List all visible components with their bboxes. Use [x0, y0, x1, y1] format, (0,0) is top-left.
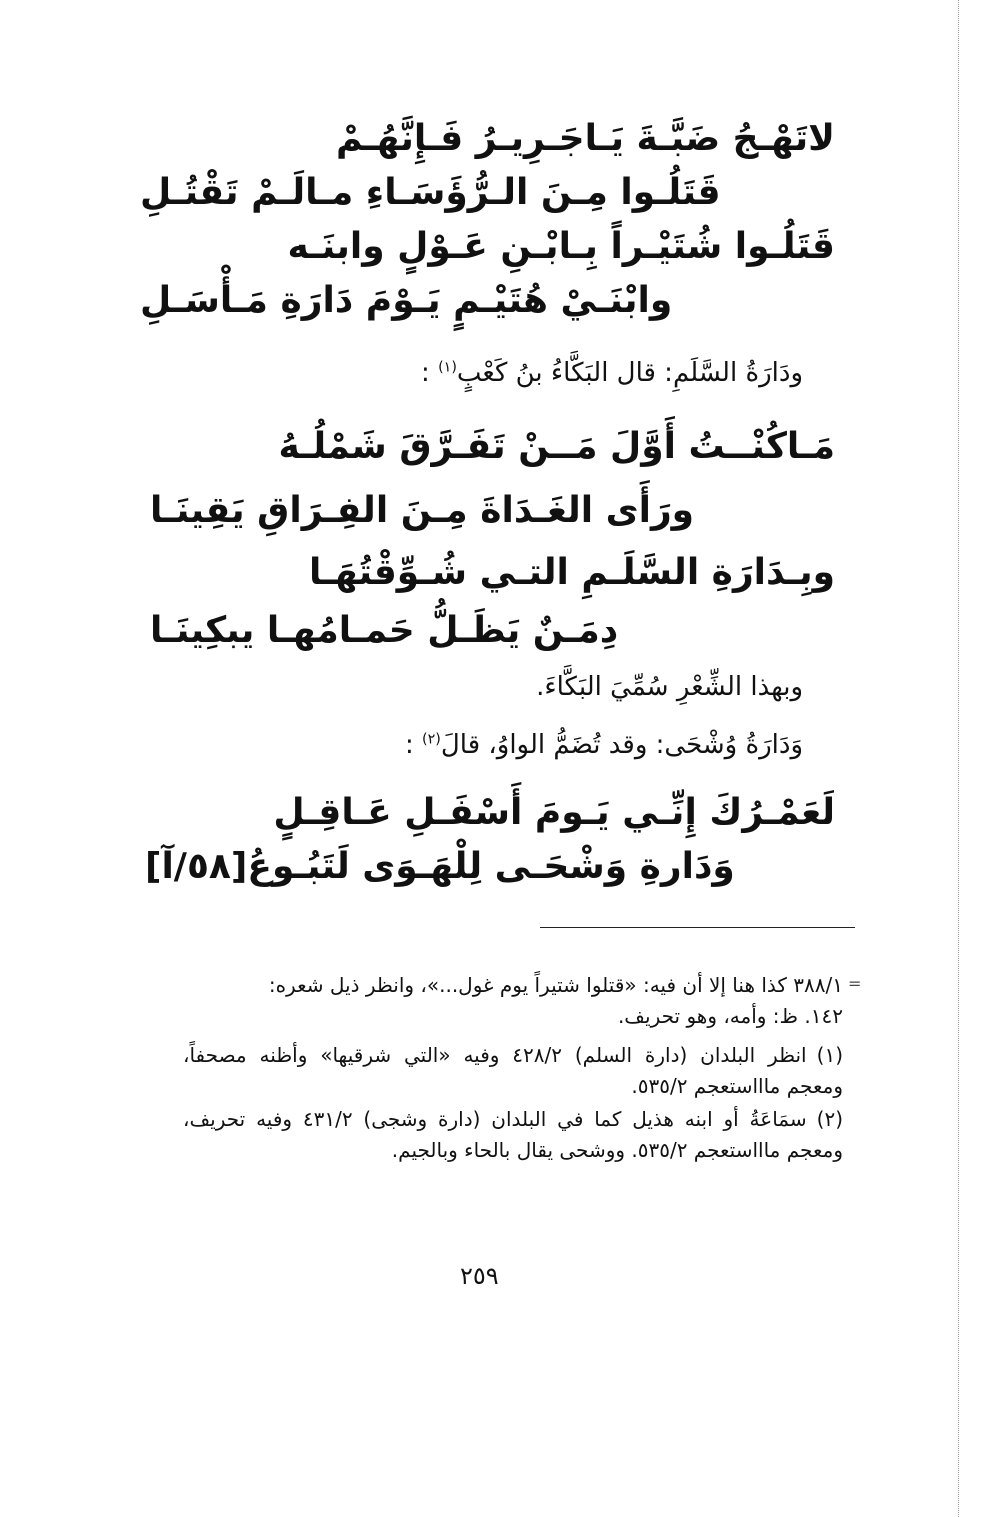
page-number: ٢٥٩ — [460, 1262, 499, 1290]
continuation-marker: = — [848, 974, 862, 993]
footnote-continued — [183, 970, 843, 1032]
footnote-separator — [540, 927, 855, 928]
salam-colon: : — [421, 358, 439, 388]
verse-line: وبِـدَارَةِ السَّلَـمِ التـي شُـوِّقْتُهَـا — [308, 552, 835, 593]
footnote-ref-1: (١) — [438, 359, 457, 376]
verse-line: لاتَهْـجُ ضَبَّـةَ يَـاجَـرِيـرُ فَـإِنَّهُـمْ — [336, 118, 835, 159]
scan-edge-line — [958, 0, 959, 1517]
footnote-1-text: انظر البلدان (دارة السلم) ٤٢٨/٢ وفيه «التي شرقيها» وأظنه مصحفاً، ومعجم ماااستعجم ٥٣٥/٢. — [183, 1043, 843, 1098]
footnote-2-number: (٢) — [816, 1107, 843, 1131]
verse-line: مَـاكُنْــتُ أَوَّلَ مَــنْ تَفَـرَّقَ شَمْلُـهُ — [278, 426, 835, 467]
footnote-1 — [183, 1040, 843, 1102]
salam-text: ودَارَةُ السَّلَمِ: قال البَكَّاءُ بنُ كَعْبٍ — [456, 358, 803, 388]
prose-bakka-line: وبهذا الشِّعْرِ سُمِّيَ البَكَّاءَ. — [536, 672, 803, 702]
footnote-continued-line-1: ٣٨٨/١ كذا هنا إلا أن فيه: «قتلوا شتيراً يوم غول...»، وانظر ذيل شعره: — [268, 973, 843, 997]
verse-line: وَدَارةِ وَشْحَـى لِلْهَـوَى لَتَبُـوعُ[٥٨/آ] — [145, 846, 735, 887]
footnote-ref-2: (٢) — [422, 731, 441, 748]
prose-salam-intro — [421, 358, 803, 388]
prose-washha-intro — [405, 730, 803, 760]
washha-text: وَدَارَةُ وُشْحَى: وقد تُضَمُّ الواوُ، قالَ — [440, 730, 803, 760]
verse-line: ورَأَى الغَـدَاةَ مِـنَ الفِـرَاقِ يَقِينَـا — [150, 490, 695, 531]
footnote-continued-line-2: ١٤٢. ظ: وأمه، وهو تحريف. — [617, 1004, 843, 1028]
verse-line: وابْنَـيْ هُتَيْـمٍ يَـوْمَ دَارَةِ مَـأْسَـلِ — [140, 280, 673, 321]
verse-line: دِمَـنٌ يَظَـلُّ حَمـامُهـا يبكِينَـا — [150, 610, 619, 651]
footnote-2-text: سمَاعَةُ أو ابنه هذيل كما في البلدان (دارة وشجى) ٤٣١/٢ وفيه تحريف، ومعجم ماااستعجم ٥٣٥/٢. ووشحى يقال بالحاء وبالجيم. — [183, 1107, 843, 1162]
washha-colon: : — [405, 730, 423, 760]
verse-line: لَعَمْـرُكَ إِنِّـي يَـومَ أَسْفَـلِ عَـاقِـلٍ — [273, 792, 835, 833]
verse-line: قَتَلُـوا شُتَيْـراً بِـابْـنِ عَـوْلٍ وابنَـه — [287, 226, 835, 267]
footnote-1-number: (١) — [816, 1043, 843, 1067]
footnote-2 — [183, 1104, 843, 1166]
verse-line: قَتَلُـوا مِـنَ الـرُّؤَسَـاءِ مـالَـمْ تَقْتُـلِ — [140, 172, 721, 213]
